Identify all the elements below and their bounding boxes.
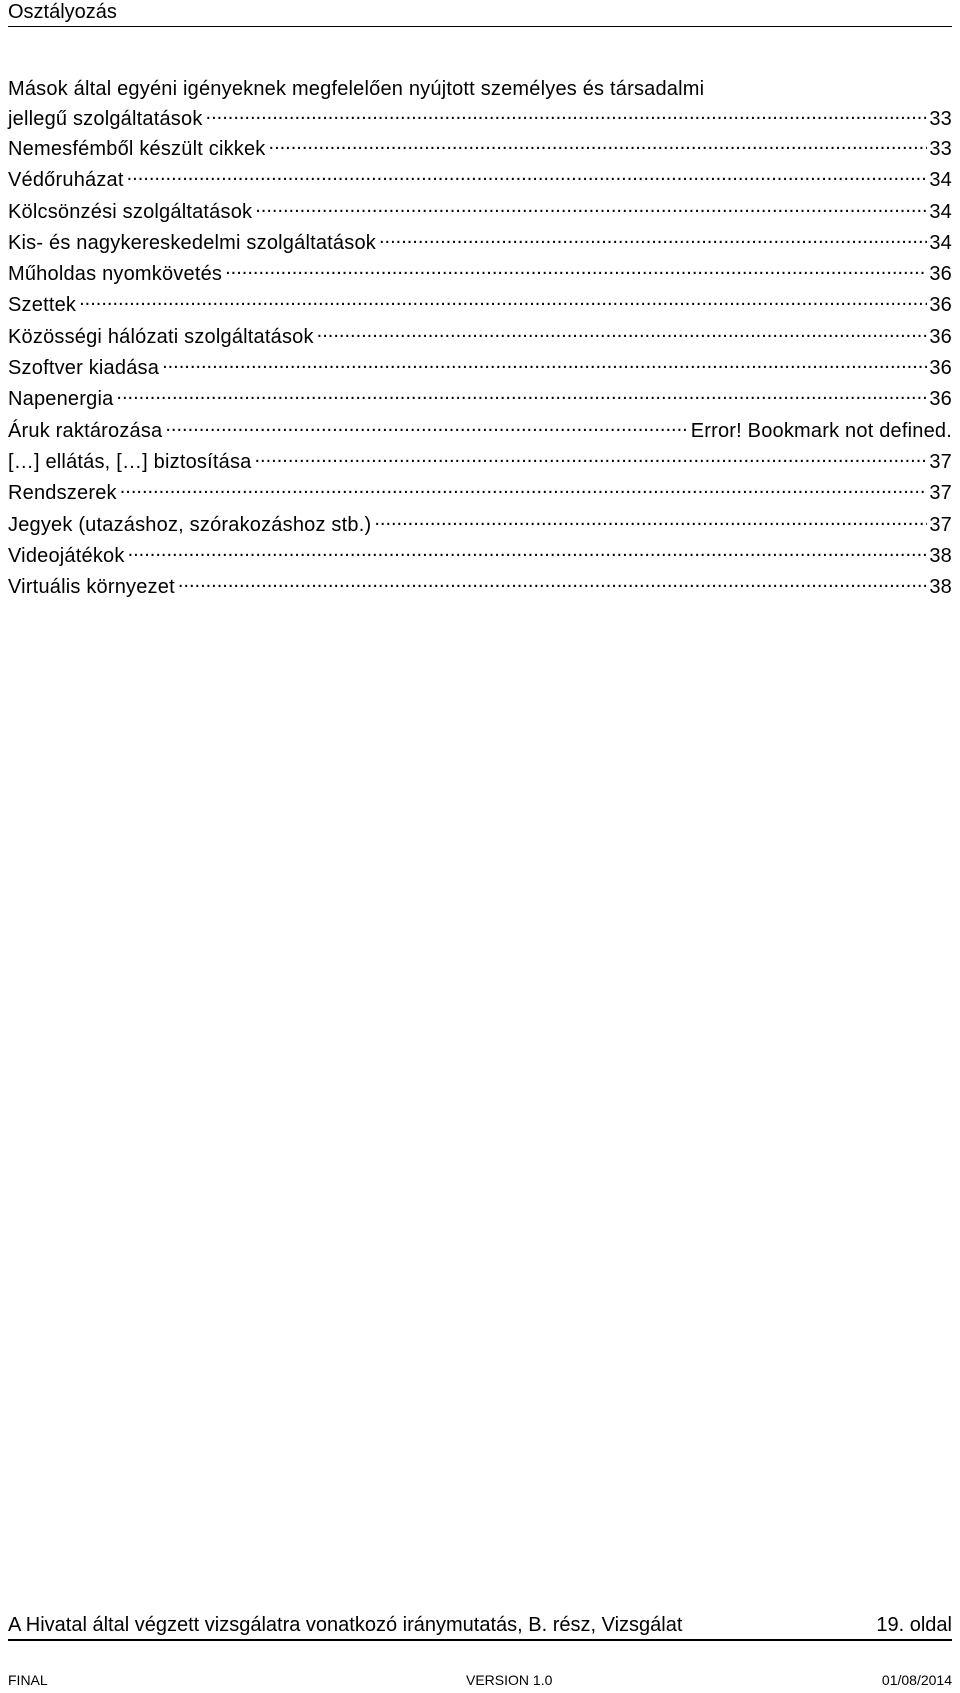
toc-entry-page: 36 [929, 388, 952, 411]
dot-leader [206, 105, 928, 125]
dot-leader [374, 511, 927, 531]
toc-entry-label: Napenergia [8, 388, 114, 411]
toc-entry-label: Nemesfémből készült cikkek [8, 138, 266, 160]
toc-entry-page: 36 [929, 357, 952, 380]
toc-entry[interactable] [8, 447, 952, 478]
toc-entry[interactable] [8, 478, 952, 509]
toc-entry-page: Error! Bookmark not defined. [690, 419, 952, 442]
dot-leader [317, 323, 928, 343]
toc-entry[interactable] [8, 416, 952, 447]
dot-leader [127, 166, 928, 186]
dot-leader [116, 385, 927, 405]
section-title: Osztályozás [8, 1, 117, 23]
dot-leader [254, 448, 927, 468]
toc-entry-label: Rendszerek [8, 482, 117, 505]
toc-entry-page: 36 [929, 263, 952, 286]
toc-entry-label: Virtuális környezet [8, 576, 175, 599]
toc-entry-page: 37 [929, 482, 952, 505]
toc-entry-page: 38 [929, 576, 952, 599]
toc-entry-first-line: Mások által egyéni igényeknek megfelelően nyújtott személyes és társadalmi [8, 78, 705, 100]
footer-date: 01/08/2014 [881, 1672, 952, 1688]
toc-entry[interactable] [8, 572, 952, 603]
toc-entry-page: 34 [929, 200, 952, 223]
dot-leader [269, 135, 928, 155]
toc-entry-page: 34 [929, 169, 952, 192]
toc-entry[interactable] [8, 228, 952, 259]
toc-entry-label: Kis- és nagykereskedelmi szolgáltatások [8, 231, 376, 254]
toc-entry[interactable] [8, 510, 952, 541]
footer-page-number: 19. oldal [876, 1614, 952, 1636]
toc-entry[interactable] [8, 322, 952, 353]
toc-entry-page: 37 [929, 513, 952, 536]
toc-entry[interactable] [8, 134, 952, 165]
toc-entry-page: 33 [929, 138, 952, 160]
toc-entry-label: Szoftver kiadása [8, 357, 160, 380]
dot-leader [379, 229, 927, 249]
toc-entry-label: Műholdas nyomkövetés [8, 263, 223, 286]
toc-entry-label: Közösségi hálózati szolgáltatások [8, 325, 314, 348]
toc-entry-label: Kölcsönzési szolgáltatások [8, 200, 253, 223]
toc-entry-label: Videojátékok [8, 544, 125, 567]
toc-entry-label: Jegyek (utazáshoz, szórakozáshoz stb.) [8, 513, 372, 536]
dot-leader [178, 573, 928, 593]
toc-entry-page: 37 [929, 450, 952, 473]
toc-entry-label: Szettek [8, 294, 77, 317]
toc-entry[interactable] [8, 290, 952, 321]
toc-entry-label: Védőruházat [8, 169, 124, 192]
toc-entry-label: jellegű szolgáltatások [8, 108, 203, 130]
footer-status: FINAL [8, 1672, 48, 1688]
toc-entry[interactable] [8, 353, 952, 384]
table-of-contents [8, 74, 952, 603]
toc-entry-label: […] ellátás, […] biztosítása [8, 450, 252, 473]
footer-doc-title: A Hivatal által végzett vizsgálatra vonatkozó iránymutatás, B. rész, Vizsgálat [8, 1614, 683, 1636]
footer-title-row [8, 1611, 952, 1641]
dot-leader [165, 417, 688, 437]
toc-list [8, 134, 952, 603]
dot-leader [225, 260, 927, 280]
toc-entry-page: 36 [929, 294, 952, 317]
dot-leader [79, 291, 927, 311]
page-header [8, 0, 952, 27]
toc-entry[interactable] [8, 259, 952, 290]
footer-version: VERSION 1.0 [466, 1672, 553, 1688]
toc-entry-label: Áruk raktározása [8, 419, 163, 442]
toc-entry[interactable] [8, 541, 952, 572]
toc-entry[interactable] [8, 104, 952, 134]
toc-entry[interactable] [8, 384, 952, 415]
dot-leader [255, 198, 927, 218]
dot-leader [120, 479, 928, 499]
dot-leader [162, 354, 927, 374]
toc-entry-page: 36 [929, 325, 952, 348]
toc-entry-page: 38 [929, 544, 952, 567]
toc-entry-page: 34 [929, 231, 952, 254]
dot-leader [128, 542, 928, 562]
toc-entry[interactable] [8, 165, 952, 196]
toc-entry-page: 33 [929, 108, 952, 130]
toc-entry[interactable] [8, 197, 952, 228]
footer-meta-row [8, 1670, 952, 1690]
